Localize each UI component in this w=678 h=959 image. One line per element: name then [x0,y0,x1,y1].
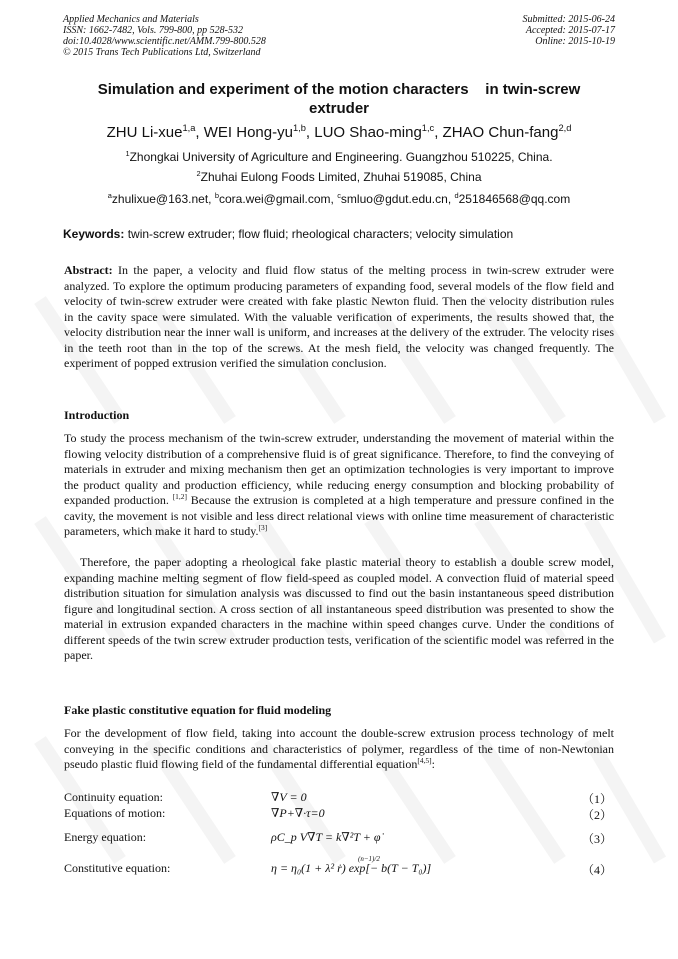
accepted-date: Accepted: 2015-07-17 [525,25,615,36]
equation-expression: η = η₀(1 + λ² ṙ) exp[− b(T − T₀)] [271,861,432,875]
author-affiliation-mark: 2,d [558,123,572,133]
equation-exponent: (n−1)/2 [358,855,380,863]
author-name: WEI Hong-yu [203,124,293,141]
title-line-1: Simulation and experiment of the motion characters in twin-screw [97,81,581,98]
email-link[interactable]: 251846568@qq.com [458,192,571,206]
equation-label: Continuity equation: [64,790,163,804]
email-mark: c [337,191,341,200]
author-separator: , [305,124,315,141]
affiliation-2 [63,170,615,185]
citation-link[interactable]: [4,5] [417,756,432,765]
introduction-paragraph-1 [64,431,614,540]
email-link[interactable]: smluo@gdut.edu.cn, [340,192,455,206]
equation-number: （2） [581,808,612,822]
abstract-text: In the paper, a velocity and fluid flow status of the melting process in twin-screw extruder were analyzed. To explore the optimum producing parameters of expanding food, several models of the flow field and velocity of twin-screw extruder were created with fake plastic Newton fluid. Then the velocity distribution rules in the cavity space were simulated. With the valuable verification of experiments, the results showed that, the velocity distribution near the inner wall is uniform, and increases at the delivery of the extruder. The velocity rises in the teeth root than in the top of the screws. At the mesh field, the velocity was changed frequently. The experiment of popped extrusion verified the simulation conclusion. [64,263,614,370]
affiliation-mark: 1 [125,149,130,158]
email-list [63,192,615,207]
abstract-label: Abstract: [64,263,113,277]
author-affiliation-mark: 1,c [421,123,435,133]
introduction-paragraph-2: Therefore, the paper adopting a rheological fake plastic material theory to establish a double screw model, expanding machine melting segment of flow field-speed as coupled model. A convection fluid of material speed distribution situation for simulation analysis was discussed to find out the basin instantaneous speed distribution figure and longitudinal section. A cross section of all instantaneous speed distribution was presented to show the material in extrusion expanded characters in the machine within speed changes curve. Under the conditions of different speeds of the twin screw extruder production tests, verification of the scientific model was referred in the paper. [64,555,614,662]
equation-label: Energy equation: [64,830,147,844]
equation-number: （4） [581,863,612,877]
affiliation-mark: 2 [196,169,201,178]
title-line-2: extruder [308,100,370,117]
paragraph-text: For the development of flow field, taking into account the double-screw extrusion process technology of melt conveying in the specific conditions and characteristics of polymer, regardless of the time of non-Newtonian pseudo plastic fluid flowing field of the fundamental differential equation [64,726,614,771]
email-mark: a [107,191,112,200]
author-name: ZHAO Chun-fang [442,124,559,141]
journal-name: Applied Mechanics and Materials [63,14,199,25]
doi-link[interactable]: doi:10.4028/www.scientific.net/AMM.799-800.528 [63,36,266,47]
keywords-text: twin-screw extruder; flow fluid; rheological characters; velocity simulation [124,227,514,241]
equation-row [64,830,614,846]
author-affiliation-mark: 1,a [182,123,196,133]
author-name: ZHU Li-xue [106,124,183,141]
header-left [63,14,266,58]
paragraph-text: To study the process mechanism of the twin-screw extruder, understanding the movement of material within the flowing velocity distribution of a comprehensive fluid is of great significance. Therefore, to find the conveying of materials in extruder and mixing mechanism then get an optimization technologies is very important to improve the product quality and production efficiency, while reducing energy consumption and blocking probability of expanded production. [64,431,614,507]
fake-plastic-paragraph [64,726,614,773]
equation-expression: ∇P+∇·τ=0 [271,806,325,820]
copyright-line: © 2015 Trans Tech Publications Ltd, Switzerland [63,47,261,58]
equation-label: Equations of motion: [64,806,166,820]
author-list [63,123,615,142]
affiliation-1 [63,150,615,165]
author-affiliation-mark: 1,b [292,123,306,133]
equation-row [64,806,614,822]
abstract [64,263,614,372]
online-date: Online: 2015-10-19 [535,36,615,47]
keywords-label: Keywords: [63,227,125,241]
equation-row [64,790,614,806]
equation-expression: ρC_p V∇T = k∇²T + φ̇ [271,830,381,844]
paragraph-text: : [431,757,435,771]
equation-row [64,855,614,877]
equation-expression: ∇V = 0 [271,790,307,804]
affiliation-text: Zhongkai University of Agriculture and Engineering. Guangzhou 510225, China. [129,150,553,164]
section-heading-introduction: Introduction [64,408,130,422]
submitted-date: Submitted: 2015-06-24 [522,14,615,25]
citation-link[interactable]: [1,2] [172,492,187,501]
affiliation-text: Zhuhai Eulong Foods Limited, Zhuhai 519085, China [200,170,482,184]
author-name: LUO Shao-ming [314,124,422,141]
email-mark: d [454,191,459,200]
section-heading-fake-plastic: Fake plastic constitutive equation for fluid modeling [64,703,332,717]
keywords [63,227,615,242]
email-link[interactable]: cora.wei@gmail.com, [218,192,338,206]
equation-number: （1） [581,792,612,806]
issn-line: ISSN: 1662-7482, Vols. 799-800, pp 528-532 [63,25,243,36]
email-link[interactable]: zhulixue@163.net, [111,192,215,206]
header-right [523,14,616,47]
author-separator: , [195,124,204,141]
paragraph-text: Because the extrusion is completed at a high temperature and pressure confined in the cavity, the movement is not visible and less direct relational views with online time measurement of characteristic parameters, which make it hard to study. [64,493,615,538]
equation-number: （3） [581,832,612,846]
equation-label: Constitutive equation: [64,861,171,875]
citation-link[interactable]: [3] [258,523,268,532]
email-mark: b [214,191,219,200]
paper-title [63,80,615,118]
author-separator: , [434,124,443,141]
